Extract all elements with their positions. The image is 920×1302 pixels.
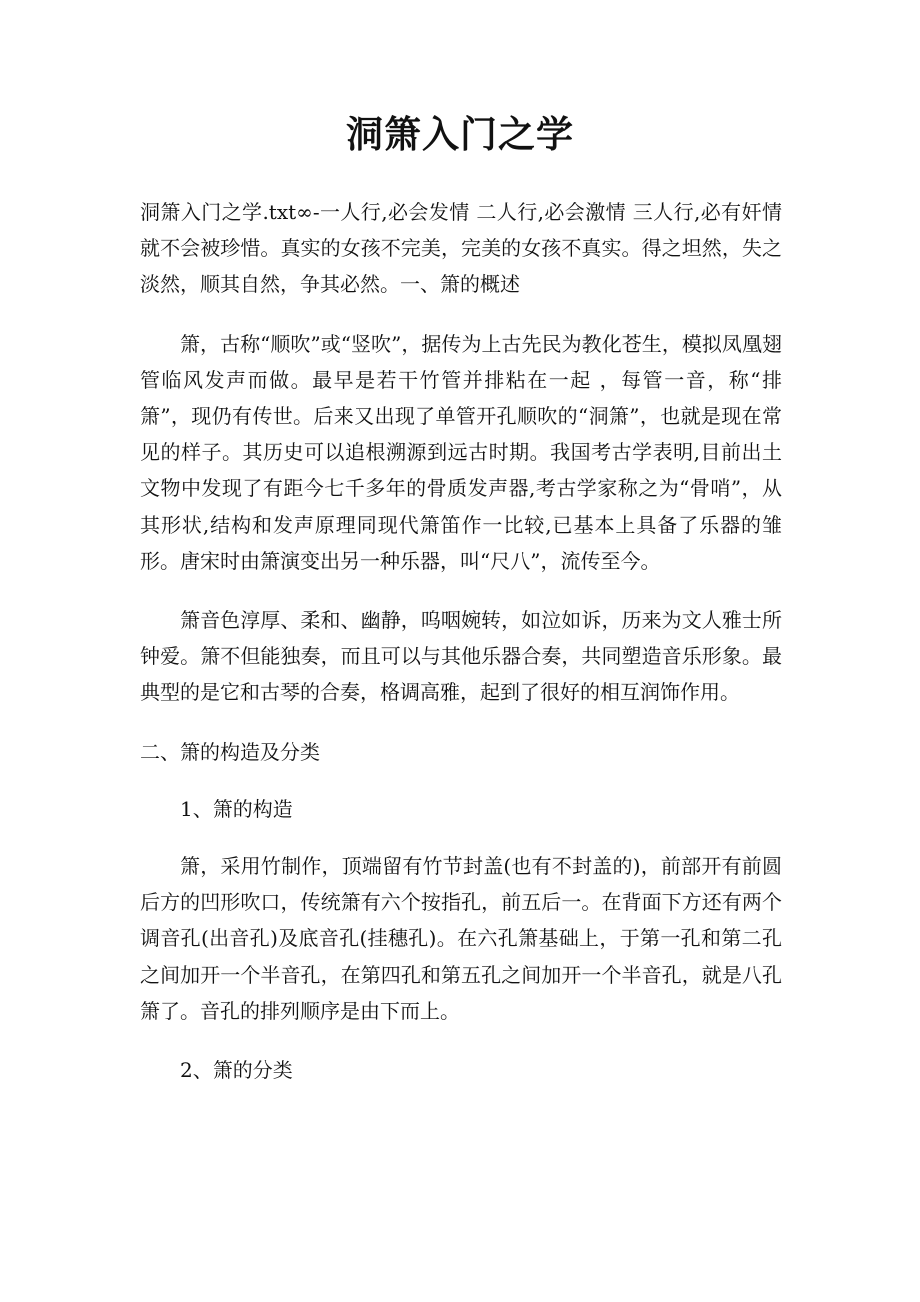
intro-paragraph: 洞箫入门之学.txt∞-一人行,必会发情 二人行,必会激情 三人行,必有奸情 就不会被珍惜。真实的女孩不完美，完美的女孩不真实。得之坦然，失之淡然，顺其自然，争其必然。一、箫的概述 <box>140 200 782 297</box>
subsection-heading-classification: 2、箫的分类 <box>180 1058 293 1083</box>
page-title: 洞箫入门之学 <box>346 112 574 156</box>
tone-paragraph: 箫音色淳厚、柔和、幽静，呜咽婉转，如泣如诉，历来为文人雅士所钟爱。箫不但能独奏，而且可以与其他乐器合奏，共同塑造音乐形象。最典型的是它和古琴的合奏，格调高雅，起到了很好的相互润饰作用。 <box>140 608 782 705</box>
subsection-heading-construction: 1、箫的构造 <box>180 796 293 821</box>
overview-paragraph: 箫，古称“顺吹”或“竖吹”，据传为上古先民为教化苍生，模拟凤凰翅管临风发声而做。最早是若干竹管并排粘在一起 ，每管一音，称“排箫”，现仍有传世。后来又出现了单管开孔顺吹的“洞箫”，也就是现在常见的样子。其历史可以追根溯源到远古时期。我国考古学表明,目前出土文物中发现了有距今七千多年的骨质发声器,考古学家称之为“骨哨”，从其形状,结构和发声原理同现代箫笛作一比较,已基本上具备了乐器的雏形。唐宋时由箫演变出另一种乐器，叫“尺八”，流传至今。 <box>140 331 782 573</box>
section-heading-structure: 二、箫的构造及分类 <box>140 739 320 764</box>
document-body <box>140 194 782 1109</box>
construction-paragraph: 箫，采用竹制作，顶端留有竹节封盖(也有不封盖的)，前部开有前圆后方的凹形吹口，传统箫有六个按指孔，前五后一。在背面下方还有两个调音孔(出音孔)及底音孔(挂穗孔)。在六孔箫基础上，于第一孔和第二孔之间加开一个半音孔，在第四孔和第五孔之间加开一个半音孔，就是八孔箫了。音孔的排列顺序是由下而上。 <box>140 854 782 1023</box>
